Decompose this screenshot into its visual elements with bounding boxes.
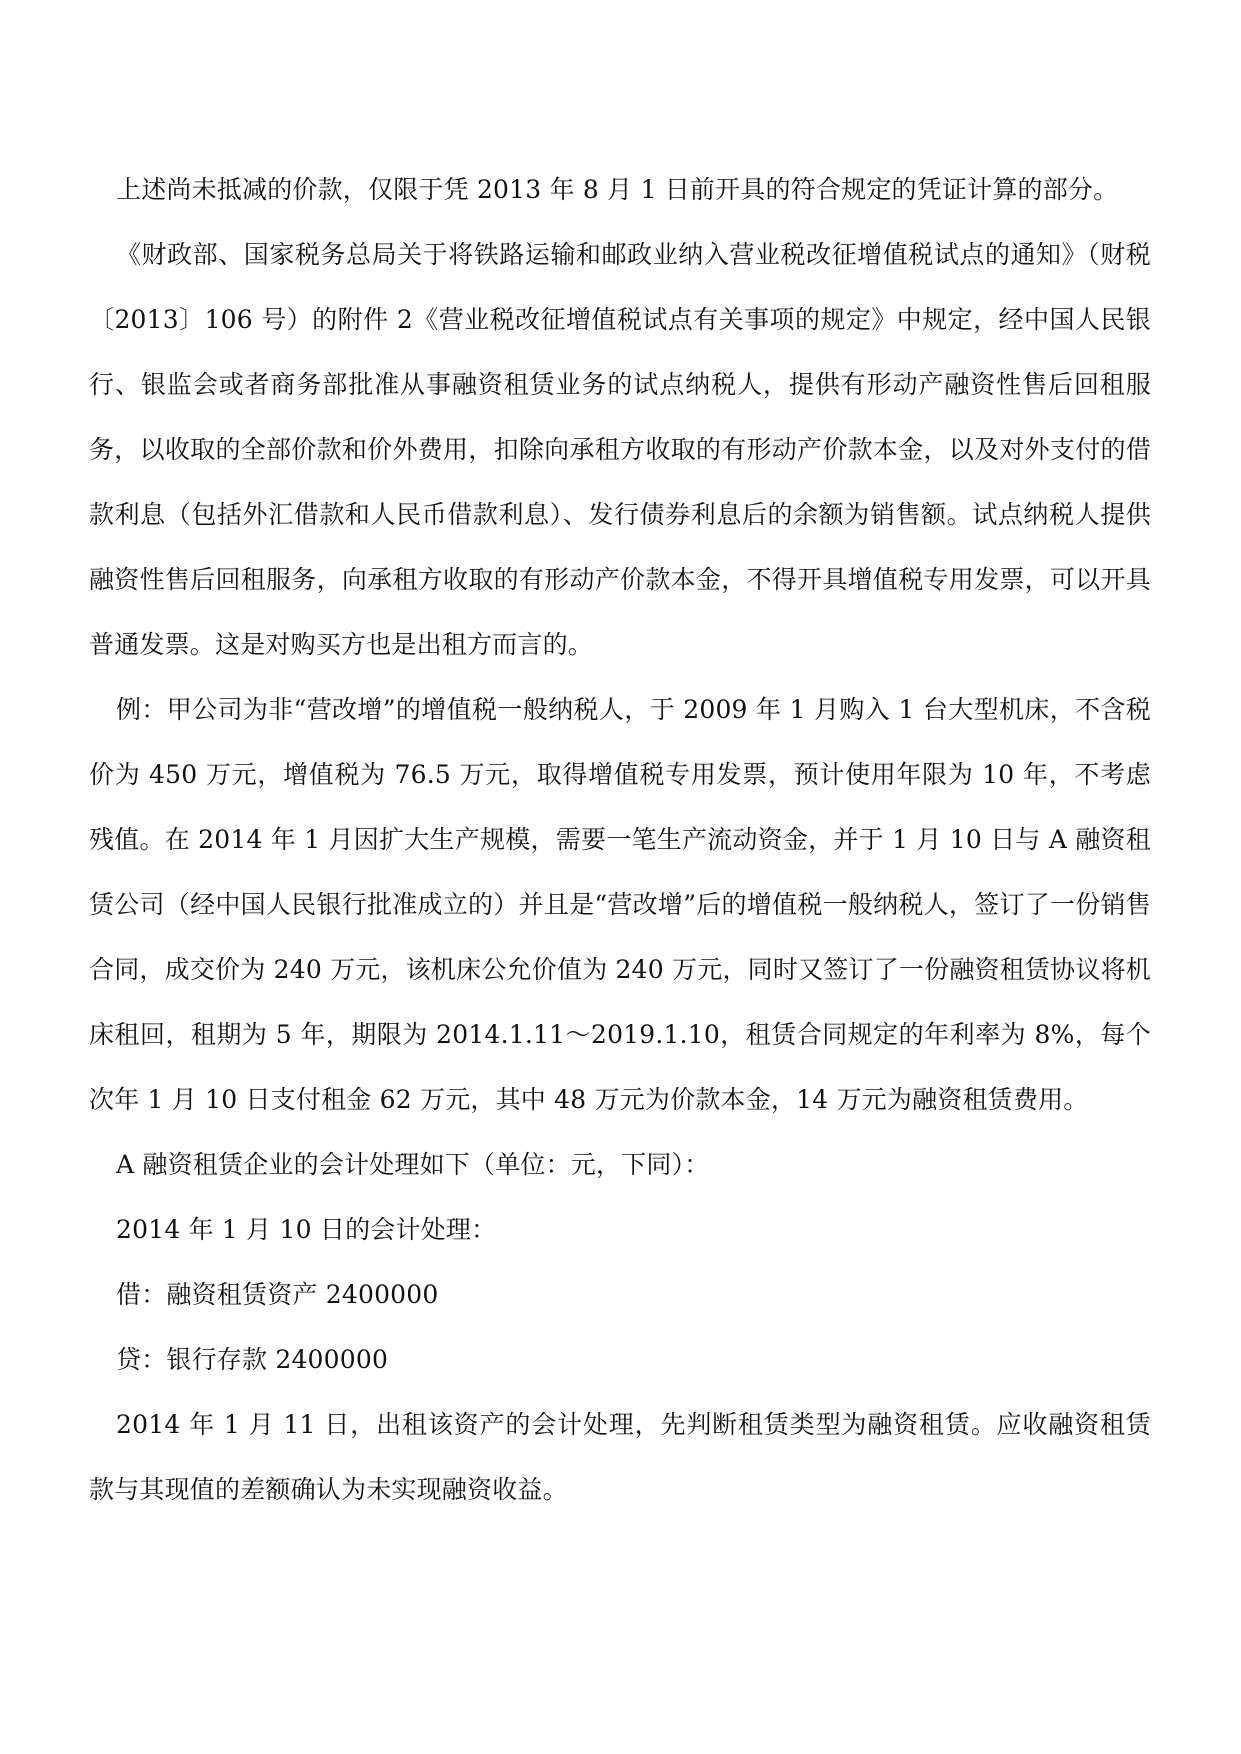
paragraph-debit-entry: 借：融资租赁资产 2400000 (116, 1280, 439, 1309)
paragraph-deduction-limit: 上述尚未抵减的价款，仅限于凭 2013 年 8 月 1 日前开具的符合规定的凭证计算的部分。 (116, 175, 1119, 204)
paragraph-lease-recognition: 2014 年 1 月 11 日，出租该资产的会计处理，先判断租赁类型为融资租赁。应收融资租赁款与其现值的差额确认为未实现融资收益。 (89, 1410, 1151, 1504)
paragraph-regulation: 《财政部、国家税务总局关于将铁路运输和邮政业纳入营业税改征增值税试点的通知》（财税〔2013〕106 号）的附件 2《营业税改征增值税试点有关事项的规定》中规定，经中国人民银行、银监会或者商务部批准从事融资租赁业务的试点纳税人，提供有形动产融资性售后回租服务，以收取的全部价款和价外费用，扣除向承租方收取的有形动产价款本金，以及对外支付的借款利息（包括外汇借款和人民币借款利息）、发行债券利息后的余额为销售额。试点纳税人提供融资性售后回租服务，向承租方收取的有形动产价款本金，不得开具增值税专用发票，可以开具普通发票。这是对购买方也是出租方而言的。 (89, 240, 1151, 659)
paragraph-date-entry: 2014 年 1 月 10 日的会计处理： (116, 1215, 497, 1244)
paragraph-credit-entry: 贷：银行存款 2400000 (116, 1345, 389, 1374)
paragraph-example: 例：甲公司为非“营改增”的增值税一般纳税人，于 2009 年 1 月购入 1 台大型机床，不含税价为 450 万元，增值税为 76.5 万元，取得增值税专用发票，预计使用年限为 10 年，不考虑残值。在 2014 年 1 月因扩大生产规模，需要一笔生产流动资金，并于 1 月 10 日与 A 融资租赁公司（经中国人民银行批准成立的）并且是“营改增”后的增值税一般纳税人，签订了一份销售合同，成交价为 240 万元，该机床公允价值为 240 万元，同时又签订了一份融资租赁协议将机床租回，租期为 5 年，期限为 2014.1.11～2019.1.10，租赁合同规定的年利率为 8%，每个次年 1 月 10 日支付租金 62 万元，其中 48 万元为价款本金，14 万元为融资租赁费用。 (89, 695, 1151, 1114)
paragraph-accounting-intro: A 融资租赁企业的会计处理如下（单位：元，下同）： (116, 1150, 710, 1179)
document-body (89, 157, 1151, 1522)
